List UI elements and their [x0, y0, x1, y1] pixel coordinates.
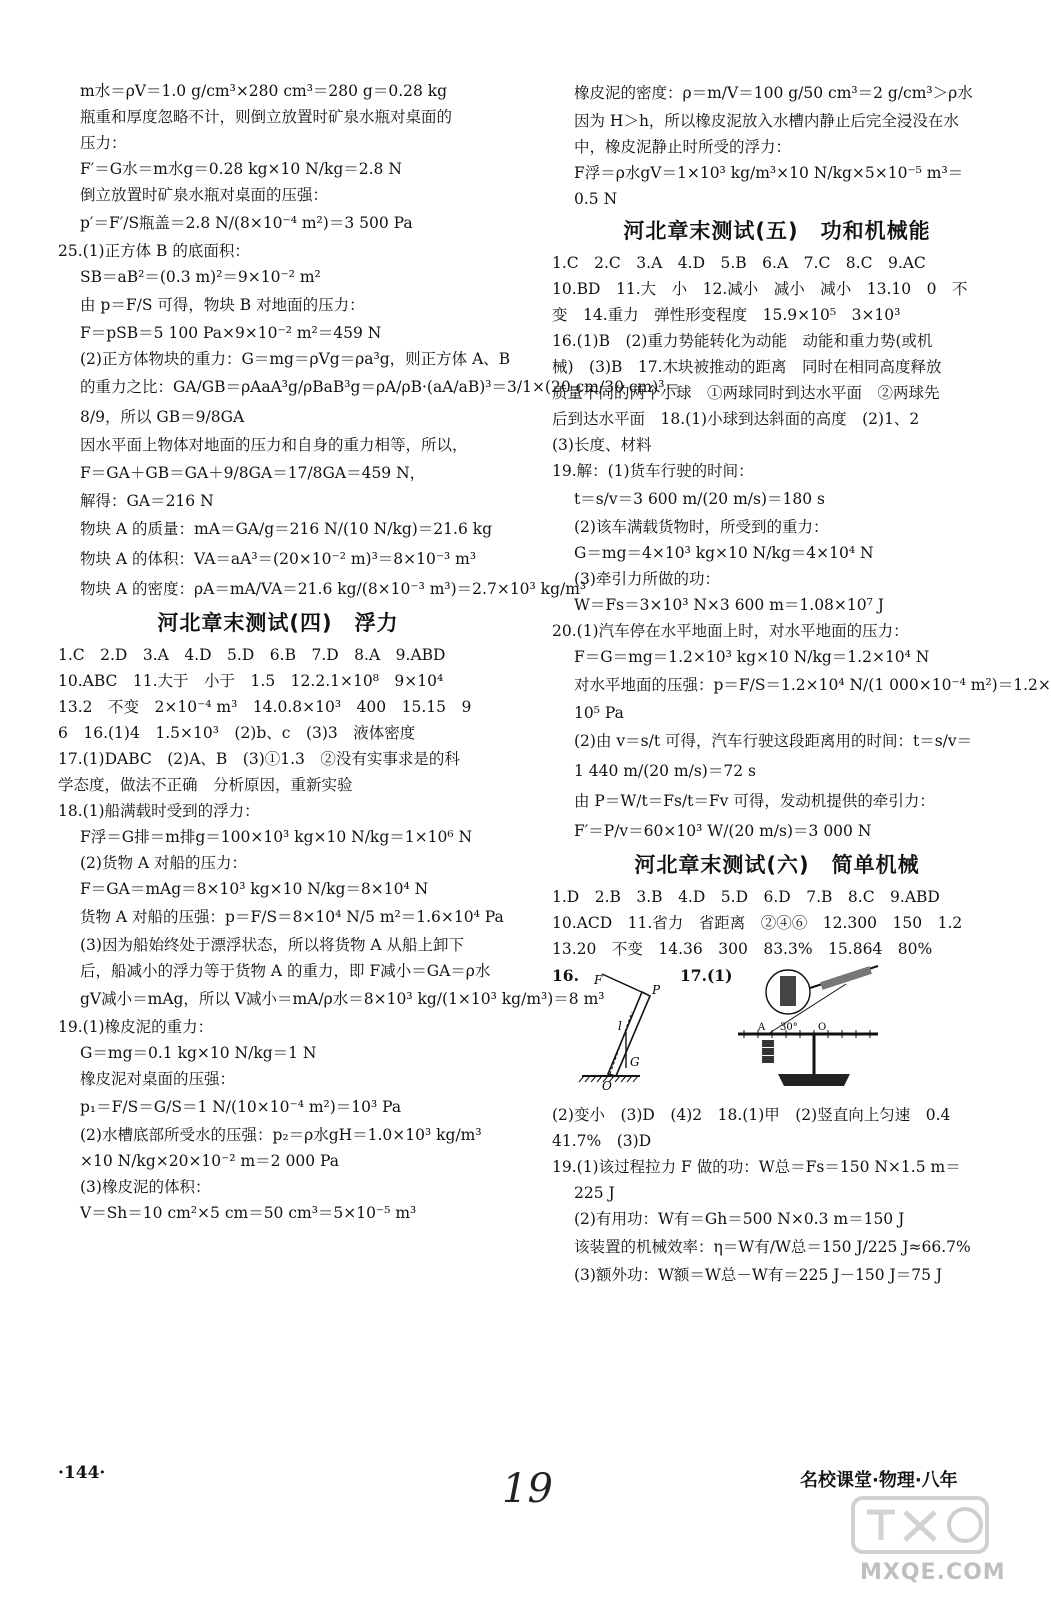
- text-line: F＝G＝mg＝1.2×10³ kg×10 N/kg＝1.2×10⁴ N: [574, 648, 930, 666]
- text-line: 13.20 不变 14.36 300 83.3% 15.864 80%: [552, 940, 933, 958]
- text-line: 10.ABC 11.大于 小于 1.5 12.2.1×10⁸ 9×10⁴: [58, 672, 444, 690]
- text-line: 橡皮泥的密度：ρ＝m/V＝100 g/50 cm³＝2 g/cm³＞ρ水: [574, 84, 973, 102]
- text-line: (2)有用功：W有＝Gh＝500 N×0.3 m＝150 J: [574, 1210, 905, 1228]
- text-line: 后到达水平面 18.(1)小球到达斜面的高度 (2)1、2: [552, 410, 920, 428]
- label-angle: 30°: [780, 1022, 798, 1033]
- svg-text:19: 19: [502, 1466, 553, 1512]
- text-line: 10⁵ Pa: [574, 704, 624, 722]
- text-line: 1.D 2.B 3.B 4.D 5.D 6.D 7.B 8.C 9.ABD: [552, 888, 940, 906]
- text-line: 橡皮泥对桌面的压强：: [80, 1070, 236, 1088]
- text-line: F＝GA＝mAg＝8×10³ kg×10 N/kg＝8×10⁴ N: [80, 880, 429, 898]
- text-line: G＝mg＝0.1 kg×10 N/kg＝1 N: [80, 1044, 317, 1062]
- text-line: F＝pSB＝5 100 Pa×9×10⁻² m²＝459 N: [80, 324, 382, 342]
- label-O: O: [602, 1079, 612, 1093]
- text-line: ×10 N/kg×20×10⁻² m＝2 000 Pa: [80, 1152, 339, 1170]
- text-line: (3)牵引力所做的功：: [574, 570, 720, 588]
- text-line: 0.5 N: [574, 190, 618, 208]
- text-line: V＝Sh＝10 cm²×5 cm＝50 cm³＝5×10⁻⁵ m³: [80, 1204, 417, 1222]
- text-line: W＝Fs＝3×10³ N×3 600 m＝1.08×10⁷ J: [574, 596, 884, 614]
- text-line: 18.(1)船满载时受到的浮力：: [58, 802, 260, 820]
- text-line: 因为 H＞h，所以橡皮泥放入水槽内静止后完全浸没在水: [574, 112, 959, 130]
- text-line: 后，船减小的浮力等于货物 A 的重力，即 F减小＝GA＝ρ水: [80, 962, 491, 980]
- label-O: O: [818, 1022, 827, 1033]
- text-line: SB＝aB²＝(0.3 m)²＝9×10⁻² m²: [80, 268, 321, 286]
- text-line: p′＝F′/S瓶盖＝2.8 N/(8×10⁻⁴ m²)＝3 500 Pa: [80, 214, 413, 232]
- hook-weight: [762, 1056, 774, 1063]
- text-line: 物块 A 的质量：mA＝GA/g＝216 N/(10 N/kg)＝21.6 kg: [80, 520, 493, 538]
- text-line: 对水平地面的压强：p＝F/S＝1.2×10⁴ N/(1 000×10⁻⁴ m²)＝1.2×: [574, 676, 1051, 694]
- label-P: P: [652, 983, 661, 997]
- book-title-footer: 名校课堂·物理·八年: [800, 1470, 958, 1491]
- rod: [608, 992, 650, 1076]
- text-line: F′＝G水＝m水g＝0.28 kg×10 N/kg＝2.8 N: [80, 160, 402, 178]
- text-line: 瓶重和厚度忽略不计，则倒立放置时矿泉水瓶对桌面的: [80, 108, 453, 126]
- text-line: F＝GA＋GB＝GA＋9/8GA＝17/8GA＝459 N，: [80, 464, 426, 482]
- text-line: 19.(1)橡皮泥的重力：: [58, 1018, 214, 1036]
- text-line: 变 14.重力 弹性形变程度 15.9×10⁵ 3×10³: [552, 306, 901, 324]
- section-heading: 河北章末测试(六) 简单机械: [634, 853, 920, 877]
- text-line: (2)水槽底部所受水的压强：p₂＝ρ水gH＝1.0×10³ kg/m³: [80, 1126, 482, 1144]
- text-line: 20.(1)汽车停在水平地面上时，对水平地面的压力：: [552, 622, 909, 640]
- lever-diagram-17: [728, 962, 978, 1092]
- page-number: ·144·: [58, 1463, 106, 1483]
- text-line: 倒立放置时矿泉水瓶对桌面的压强：: [80, 186, 329, 204]
- text-line: F′＝P/v＝60×10³ W/(20 m/s)＝3 000 N: [574, 822, 872, 840]
- label-l: l: [618, 1019, 622, 1033]
- figure-16-label: 16.: [552, 966, 579, 985]
- text-line: 该装置的机械效率：η＝W有/W总＝150 J/225 J≈66.7%: [574, 1238, 971, 1256]
- label-G: G: [630, 1055, 640, 1069]
- text-line: gV减小＝mAg，所以 V减小＝mA/ρ水＝8×10³ kg/(1×10³ kg/m³)＝8 m³: [80, 990, 605, 1008]
- text-line: F浮＝ρ水gV＝1×10³ kg/m³×10 N/kg×5×10⁻⁵ m³＝: [574, 164, 964, 182]
- force-F-arrow: [602, 974, 646, 994]
- text-line: m水＝ρV＝1.0 g/cm³×280 cm³＝280 g＝0.28 kg: [80, 82, 448, 100]
- text-line: 10.ACD 11.省力 省距离 ②④⑥ 12.300 150 1.2: [552, 914, 963, 932]
- text-line: 41.7% (3)D: [552, 1132, 652, 1150]
- text-line: 1.C 2.C 3.A 4.D 5.B 6.A 7.C 8.C 9.AC: [552, 254, 926, 272]
- text-line: 解得：GA＝216 N: [80, 492, 214, 510]
- text-line: 1 440 m/(20 m/s)＝72 s: [574, 762, 756, 780]
- text-line: 16.(1)B (2)重力势能转化为动能 动能和重力势(或机: [552, 332, 933, 350]
- text-line: 的重力之比：GA/GB＝ρAaA³g/ρBaB³g＝ρA/ρB·(aA/aB)³＝3/1×(20 cm/30 cm)³＝: [80, 378, 681, 396]
- spring-scale: [820, 966, 872, 990]
- figure-17-label: 17.(1): [680, 966, 733, 985]
- text-line: G＝mg＝4×10³ kg×10 N/kg＝4×10⁴ N: [574, 544, 874, 562]
- text-line: 学态度，做法不正确 分析原因，重新实验: [58, 776, 353, 794]
- text-line: 物块 A 的密度：ρA＝mA/VA＝21.6 kg/(8×10⁻³ m³)＝2.7×10³ kg/m³: [80, 580, 587, 598]
- text-line: (3)橡皮泥的体积：: [80, 1178, 211, 1196]
- text-line: 25.(1)正方体 B 的底面积：: [58, 242, 250, 260]
- watermark-logo: [845, 1490, 995, 1560]
- handwritten-mark: [498, 1458, 568, 1518]
- text-line: (2)由 v＝s/t 可得，汽车行驶这段距离用的时间：t＝s/v＝: [574, 732, 973, 750]
- text-line: 13.2 不变 2×10⁻⁴ m³ 14.0.8×10³ 400 15.15 9: [58, 698, 472, 716]
- text-line: 8/9，所以 GB＝9/8GA: [80, 408, 245, 426]
- text-line: 6 16.(1)4 1.5×10³ (2)b、c (3)3 液体密度: [58, 724, 416, 742]
- text-line: 械) (3)B 17.木块被推动的距离 同时在相同高度释放: [552, 358, 942, 376]
- spring-scale-detail: [780, 976, 796, 1006]
- text-line: 225 J: [574, 1184, 615, 1202]
- ground-hatch: [579, 1076, 584, 1082]
- hook-weight: [762, 1040, 774, 1047]
- text-line: (3)因为船始终处于漂浮状态，所以将货物 A 从船上卸下: [80, 936, 465, 954]
- label-A: A: [758, 1022, 766, 1033]
- text-line: 货物 A 对船的压强：p＝F/S＝8×10⁴ N/5 m²＝1.6×10⁴ Pa: [80, 908, 504, 926]
- text-line: (2)变小 (3)D (4)2 18.(1)甲 (2)竖直向上匀速 0.4: [552, 1106, 951, 1124]
- section-heading: 河北章末测试(五) 功和机械能: [623, 219, 931, 243]
- text-line: 由 P＝W/t＝Fs/t＝Fv 可得，发动机提供的牵引力：: [574, 792, 935, 810]
- text-line: p₁＝F/S＝G/S＝1 N/(10×10⁻⁴ m²)＝10³ Pa: [80, 1098, 402, 1116]
- text-line: t＝s/v＝3 600 m/(20 m/s)＝180 s: [574, 490, 825, 508]
- text-line: (3)额外功：W额＝W总－W有＝225 J－150 J＝75 J: [574, 1266, 943, 1284]
- text-line: 中，橡皮泥静止时所受的浮力：: [574, 138, 792, 156]
- text-line: (2)该车满载货物时，所受到的重力：: [574, 518, 829, 536]
- text-line: 17.(1)DABC (2)A、B (3)①1.3 ②没有实事求是的科: [58, 750, 460, 768]
- text-line: F浮＝G排＝m排g＝100×10³ kg×10 N/kg＝1×10⁶ N: [80, 828, 473, 846]
- watermark-site: MXQE.COM: [860, 1560, 1006, 1585]
- text-line: 压力：: [80, 134, 127, 152]
- text-line: 1.C 2.D 3.A 4.D 5.D 6.B 7.D 8.A 9.ABD: [58, 646, 446, 664]
- text-line: 19.解：(1)货车行驶的时间：: [552, 462, 754, 480]
- hook-weight: [762, 1048, 774, 1055]
- section-heading: 河北章末测试(四) 浮力: [157, 611, 399, 635]
- text-line: (2)货物 A 对船的压力：: [80, 854, 248, 872]
- lever-diagram-16: [580, 972, 690, 1092]
- label-F: F: [594, 973, 603, 987]
- text-line: (3)长度、材料: [552, 436, 652, 454]
- text-line: 10.BD 11.大 小 12.减小 减小 减小 13.10 0 不: [552, 280, 968, 298]
- text-line: 19.(1)该过程拉力 F 做的功：W总＝Fs＝150 N×1.5 m＝: [552, 1158, 961, 1176]
- right-column: [552, 78, 1051, 1288]
- text-line: 物块 A 的体积：VA＝aA³＝(20×10⁻² m)³＝8×10⁻³ m³: [80, 550, 477, 568]
- text-line: 质量不同的两个小球 ①两球同时到达水平面 ②两球先: [552, 384, 940, 402]
- text-line: 因水平面上物体对地面的压力和自身的重力相等，所以，: [80, 436, 468, 454]
- figure-row: [552, 962, 1002, 1102]
- text-line: (2)正方体物块的重力：G＝mg＝ρVg＝ρa³g，则正方体 A、B: [80, 350, 511, 368]
- stand-base: [778, 1074, 850, 1086]
- text-line: 由 p＝F/S 可得，物块 B 对地面的压力：: [80, 296, 365, 314]
